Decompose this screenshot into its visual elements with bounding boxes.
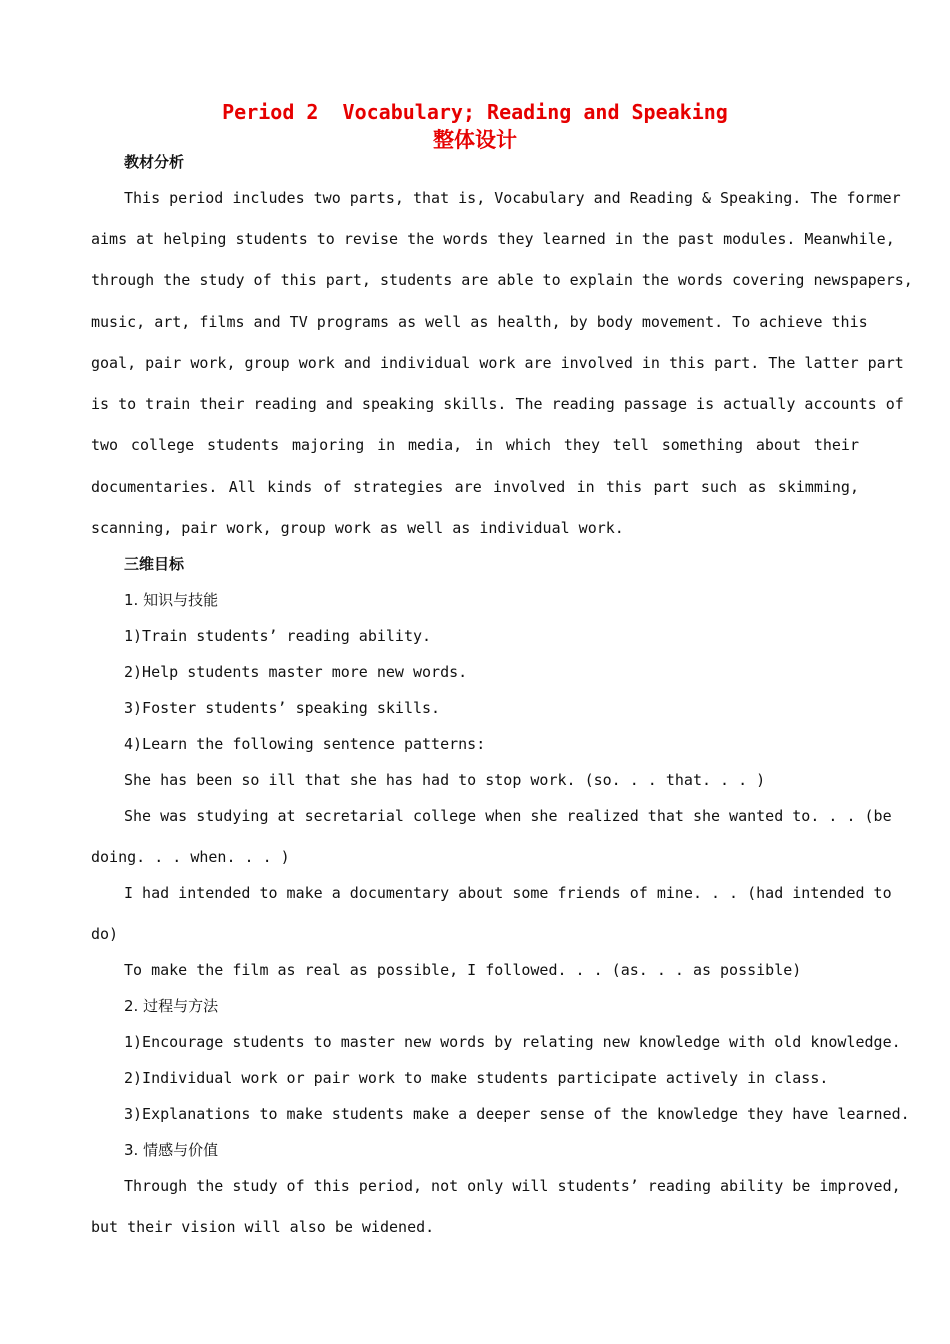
process-label: 2. 过程与方法 <box>124 997 219 1015</box>
values-line-2: but their vision will also be widened. <box>91 1218 435 1236</box>
page-title: Period 2 Vocabulary; Reading and Speaking <box>222 100 728 124</box>
pattern-3-line-2: do) <box>91 925 119 943</box>
analysis-heading: 教材分析 <box>124 153 185 171</box>
analysis-line-4: music, art, films and TV programs as well as health, by body movement. To achieve this <box>91 313 868 331</box>
process-item-3: 3)Explanations to make students make a deeper sense of the knowledge they have learned. <box>124 1105 910 1123</box>
page-subtitle: 整体设计 <box>433 128 517 152</box>
values-label: 3. 情感与价值 <box>124 1141 219 1159</box>
analysis-line-6: is to train their reading and speaking skills. The reading passage is actually accounts of <box>91 395 904 413</box>
analysis-line-2: aims at helping students to revise the words they learned in the past modules. Meanwhile, <box>91 230 895 248</box>
process-item-1: 1)Encourage students to master new words by relating new knowledge with old knowledge. <box>124 1033 901 1051</box>
analysis-line-1: This period includes two parts, that is, Vocabulary and Reading & Speaking. The former <box>124 189 901 207</box>
knowledge-item-2: 2)Help students master more new words. <box>124 663 468 681</box>
pattern-2-line-1: She was studying at secretarial college when she realized that she wanted to. . . (be <box>124 807 892 825</box>
pattern-3-line-1: I had intended to make a documentary about some friends of mine. . . (had intended to <box>124 884 892 902</box>
knowledge-item-4: 4)Learn the following sentence patterns: <box>124 735 486 753</box>
values-line-1: Through the study of this period, not only will students’ reading ability be improved, <box>124 1177 901 1195</box>
analysis-line-8: documentaries. All kinds of strategies are involved in this part such as skimming, <box>91 478 859 496</box>
pattern-2-line-2: doing. . . when. . . ) <box>91 848 290 866</box>
pattern-1: She has been so ill that she has had to stop work. (so. . . that. . . ) <box>124 771 766 789</box>
knowledge-label: 1. 知识与技能 <box>124 591 219 609</box>
analysis-line-5: goal, pair work, group work and individual work are involved in this part. The latter part <box>91 354 904 372</box>
analysis-line-3: through the study of this part, students are able to explain the words covering newspapers, <box>91 271 913 289</box>
pattern-4: To make the film as real as possible, I followed. . . (as. . . as possible) <box>124 961 802 979</box>
knowledge-item-1: 1)Train students’ reading ability. <box>124 627 432 645</box>
goals-heading: 三维目标 <box>124 555 185 573</box>
knowledge-item-3: 3)Foster students’ speaking skills. <box>124 699 441 717</box>
analysis-line-7: two college students majoring in media, in which they tell something about their <box>91 436 859 454</box>
analysis-line-9: scanning, pair work, group work as well as individual work. <box>91 519 624 537</box>
process-item-2: 2)Individual work or pair work to make students participate actively in class. <box>124 1069 829 1087</box>
